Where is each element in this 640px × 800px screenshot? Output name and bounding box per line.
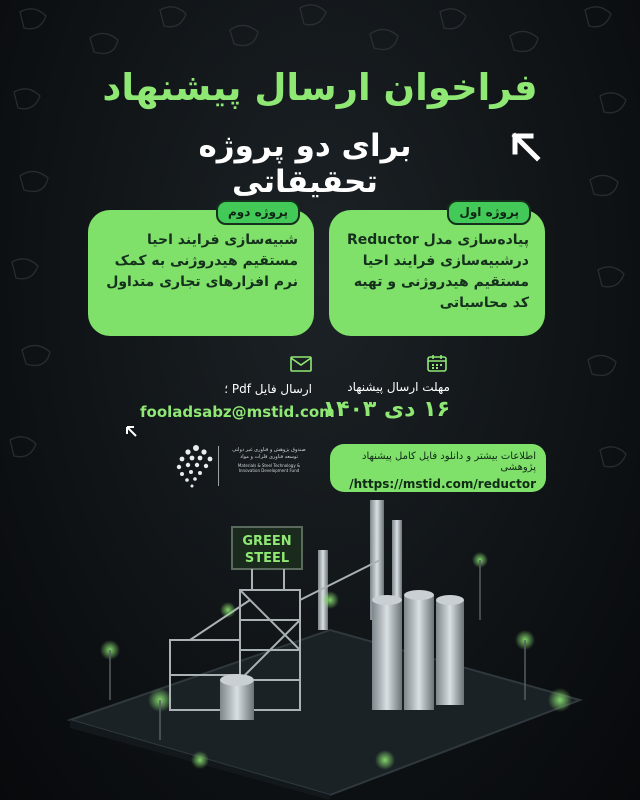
calendar-icon <box>427 354 447 372</box>
arrow-up-left-icon <box>124 424 138 438</box>
project-2-text: شبیه‌سازی فرایند احیا مستقیم هیدروژنی به کمک نرم افزارهای تجاری متداول <box>106 232 298 290</box>
deadline-label: مهلت ارسال پیشنهاد <box>347 380 450 394</box>
info-text: اطلاعات بیشتر و دانلود فایل کامل پیشنهاد پژوهشی <box>361 451 536 473</box>
fund-name-en: Materials & Steel Technology & Innovation Development Fund <box>237 463 301 473</box>
submission-email[interactable]: fooladsabz@mstid.com <box>140 403 335 421</box>
fund-logo <box>170 442 222 490</box>
project-1-text: پیاده‌سازی مدل Reductor درشبیه‌سازی فرایند احیا مستقیم هیدروژنی و تهیه کد محاسباتی <box>346 232 529 311</box>
project-card-2 <box>88 205 314 336</box>
subheadline: برای دو پروژه تحقیقاتی <box>198 128 412 200</box>
sign-line-1: GREEN <box>242 534 292 549</box>
envelope-icon <box>290 356 312 372</box>
submission-label: ارسال فایل Pdf ؛ <box>224 382 312 396</box>
deadline-date: ۱۶ دی ۱۴۰۳ <box>322 397 450 422</box>
info-link[interactable]: /https://mstid.com/reductor <box>349 477 536 491</box>
fund-name-fa: صندوق پژوهش و فناوری غیر دولتی توسعه فناوری فلزات و مواد <box>232 447 306 460</box>
arrow-up-left-icon <box>507 128 541 162</box>
headline: فراخوان ارسال پیشنهاد <box>102 66 538 109</box>
green-steel-plant-illustration <box>0 490 640 800</box>
fund-logo-text <box>228 447 310 473</box>
sign-line-2: STEEL <box>244 551 290 566</box>
project-card-1 <box>329 205 545 336</box>
info-box <box>330 444 546 492</box>
project-1-tag: پروژه اول <box>447 200 531 225</box>
project-2-tag: پروژه دوم <box>216 200 300 225</box>
